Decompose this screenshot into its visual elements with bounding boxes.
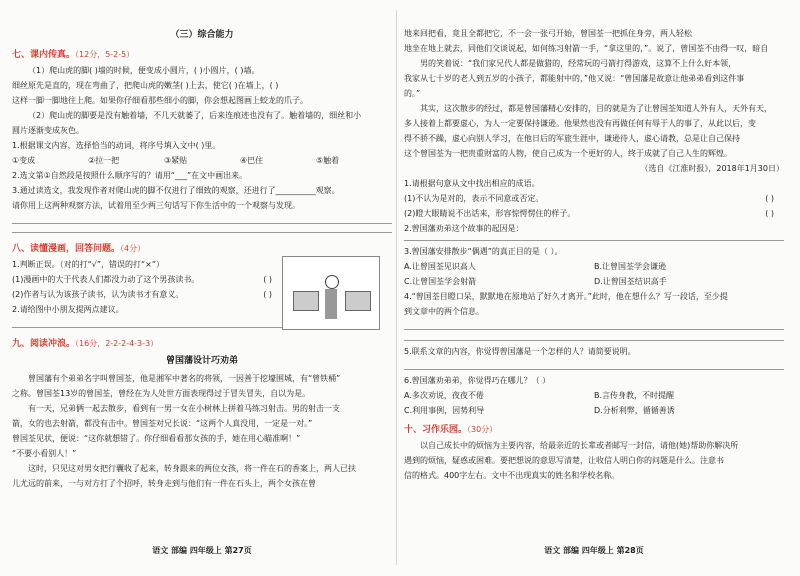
passage-line: 多人接着上都要虚心，为人一定要保持谦逊。他果然也没有再做任何有辱于人的事了，从此以后，变 xyxy=(404,119,756,128)
r-q1-b: (2)瞪大眼睛说不出话来，形容惊愕愣住的样子。 ( ) xyxy=(404,209,774,218)
s8-question-2: 2.请给图中小朋友提两点建议。 xyxy=(12,305,124,314)
passage-title: 曾国藩设计巧劝弟 xyxy=(165,356,238,366)
s8-question-1: 1.判断正误。（对的打“√”，错误的打“×”） xyxy=(12,260,165,269)
r-q6-options xyxy=(404,388,784,418)
section-9-heading: 九、阅读冲浪。（16分，2-2-2-4-3-3） xyxy=(12,339,159,349)
s7-question-1: 1.根据课文内容，选择恰当的动词，将序号填入文中( )里。 xyxy=(12,141,221,150)
passage-line: 得不骄不躁，虚心向别人学习，在他日后的军旅生涯中，谦逊待人，虚心请教，总是让自己保持 xyxy=(404,134,740,143)
bag-icon xyxy=(345,291,371,311)
s7-line: （1）爬山虎的脚( )墙的时候，便变成小圆片，( )小圆片，( )墙。 xyxy=(28,66,260,75)
answer-line[interactable] xyxy=(404,329,784,330)
s7-question-3b: 请你用上这两种观察方法，试着用至少两三句话写下你生活中的一个观察与发现。 xyxy=(12,201,300,210)
s7-line: 细丝原先是直的，现在弯曲了，把爬山虎的嫩茎( )上去，使它( )在墙上，( ) xyxy=(12,81,279,90)
s10-line: 以自己成长中的烦恼为主要内容，给最亲近的长辈或者邮写一封信，请他(她)帮助你解决所 xyxy=(420,441,739,450)
s10-line: 遇到的烦恼，疑惑或困难。要把想说的意思写清楚，让收信人明白你的问题是什么。注意书 xyxy=(404,456,724,465)
cartoon-image xyxy=(282,256,380,330)
s7-line: 这样一脚一脚地往上爬。如果你仔细看那些细小的脚，你会想起图画上蛟龙的爪子。 xyxy=(12,96,308,105)
option: ⑤触着 xyxy=(316,156,340,165)
s8-item-a: (1)漫画中的大于代表人们都没力动了这个男孩读书。 ( ) xyxy=(12,275,272,284)
page-footer-left: 语文 部编 四年级上 第27页 xyxy=(152,546,252,555)
answer-line[interactable] xyxy=(12,232,392,233)
part-title: （三）综合能力 xyxy=(170,30,234,40)
answer-line[interactable] xyxy=(404,340,784,341)
r-question-3: 3.曾国藩安排散步“偶遇”的真正目的是（ ）。 xyxy=(404,247,563,256)
passage-line: 的。” xyxy=(404,89,421,98)
r-question-1: 1.请根据句意从文中找出相应的成语。 xyxy=(404,179,540,188)
r-q1-a: (1)不认为是对的，表示不同意或否定。 ( ) xyxy=(404,194,774,203)
section-8-heading: 八、读懂漫画，回答问题。（4分） xyxy=(12,244,146,254)
page-divider xyxy=(396,10,397,565)
passage-line: 地来回把看，竟且全都把它，不一会一张弓开始，曾国荃一把抓住身旁，两人轻松 xyxy=(404,29,692,38)
option: ①变成 xyxy=(12,156,36,165)
passage-line: 男的笑着说：“我们家兄代人都是做猎的，经常玩的弓箭打得游戏，这算不上什么好本领， xyxy=(420,59,737,68)
person-body-icon xyxy=(325,289,337,319)
r-question-2: 2.曾国藩劝弟这个故事的起因是： xyxy=(404,224,524,233)
option: ④巴住 xyxy=(240,156,264,165)
option: B.言传身教，不时提醒 xyxy=(594,391,675,400)
option: ③紧贴 xyxy=(164,156,188,165)
s7-line: 圆片逐渐变成灰色。 xyxy=(12,126,84,135)
answer-line[interactable] xyxy=(12,327,282,328)
option: D.让曾国荃结识高手 xyxy=(594,277,667,286)
s7-line: （2）爬山虎的脚要是没有触着墙，不几天就萎了，后来连痕迹也没有了。触着墙的，细丝和小 xyxy=(28,111,362,120)
r-q3-options xyxy=(404,259,784,289)
passage-line: 有一天，兄弟俩一起去散步，看到有一男一女在小树林上拼着马练习射击。男的射击一支 xyxy=(28,404,340,413)
r-question-4b: 到文章中的两个信息。 xyxy=(404,307,484,316)
r-question-5: 5.联系文章的内容，你觉得曾国藩是一个怎样的人？请简要说明。 xyxy=(404,347,636,356)
option: ②拉一把 xyxy=(88,156,120,165)
r-question-6: 6.曾国藩劝弟弟，你觉得巧在哪儿？（ ） xyxy=(404,376,551,385)
passage-line: 这个曾国荃为一把贵重财富的人物，使自己成为一个更好的人，终于成就了自己人生的辉煌。 xyxy=(404,149,732,158)
bag-icon xyxy=(293,291,319,311)
source-note: （选自《江淮时报》，2018年1月30日） xyxy=(640,164,784,173)
option: A.让曾国荃见识高人 xyxy=(404,262,476,271)
s10-line: 信的格式。400字左右。文中不出现真实的姓名和学校名称。 xyxy=(404,471,620,480)
passage-line: 其实，这次散步的经过，都是曾国藩精心安排的，目的就是为了让曾国荃知道人外有人，天外有天， xyxy=(420,104,772,113)
section-10-heading: 十、习作乐园。（30分） xyxy=(404,425,498,435)
option: C.让曾国荃学会射箭 xyxy=(404,277,477,286)
passage-line: 曾国藩有个弟弟名字叫曾国荃，他是湘军中著名的将领，一因善于挖壕围城，有“曾铁桶” xyxy=(28,374,341,383)
r-question-4: 4.“曾国荃目瞪口呆，默默地在原地站了好久才离开。”此时，他在想什么？写一段话，至少提 xyxy=(404,292,728,301)
section-7-heading: 七、课内传真。（12分，5-2-5） xyxy=(12,50,135,60)
s7-options xyxy=(12,153,392,168)
page-footer-right: 语文 部编 四年级上 第28页 xyxy=(544,546,644,555)
passage-line: 这时，只见这对男女把行囊收了起来，转身跟来的两位女孩，将一件在石的香案上，两人已扶 xyxy=(28,464,356,473)
right-page xyxy=(404,8,784,568)
option: A.多次劝说，夜夜不倦 xyxy=(404,391,484,400)
option: B.让曾国荃学会谦逊 xyxy=(594,262,667,271)
s7-question-3: 3.通过读选文，我发现作者对爬山虎的脚不仅进行了细致的观察，还进行了__________观察。 xyxy=(12,186,340,195)
passage-line: 地坐在地上就去，同他们交谈说起，如何练习射箭一手，“拿这里的，”。说了，曾国荃不由得一叹，暗自 xyxy=(404,44,769,53)
passage-line: “不要小看别人！” xyxy=(12,449,77,458)
passage-line: 箭，女的也去射箭，都没有击中。曾国荃对兄长说：“这两个人真没用，一定是一对。” xyxy=(12,419,313,428)
s7-question-2: 2.选文第①自然段是按照什么顺序写的？请用“___”在文中画出来。 xyxy=(12,171,248,180)
person-icon xyxy=(325,275,339,289)
passage-line: 儿尤远的前来，一与对方打了个招呼，转身走到与他们有一件在石头上，两个女孩在曾 xyxy=(12,479,316,488)
passage-line: 曾国荃见状，便说：“这你就想错了。你仔细看看那女孩的手，她在用心瞄准啊！” xyxy=(12,434,301,443)
passage-line: 之称。曾国荃13岁的曾国荃，曾经在为人处世方面表现得过于冒失冒失，自以为是。 xyxy=(12,389,311,398)
answer-line[interactable] xyxy=(404,240,784,241)
option: C.利用事例，因势利导 xyxy=(404,406,485,415)
s8-item-b: (2)作者与认为该孩子读书，认为读书才有意义。 ( ) xyxy=(12,290,272,299)
passage-line: 我家从七十岁的老人到五岁的小孩子，都能射中的，”他又说：“曾国藩是故意让他弟弟看到这件事 xyxy=(404,74,745,83)
option: D.分析利弊，循循善诱 xyxy=(594,406,675,415)
answer-line[interactable] xyxy=(404,369,784,370)
answer-line[interactable] xyxy=(12,223,392,224)
